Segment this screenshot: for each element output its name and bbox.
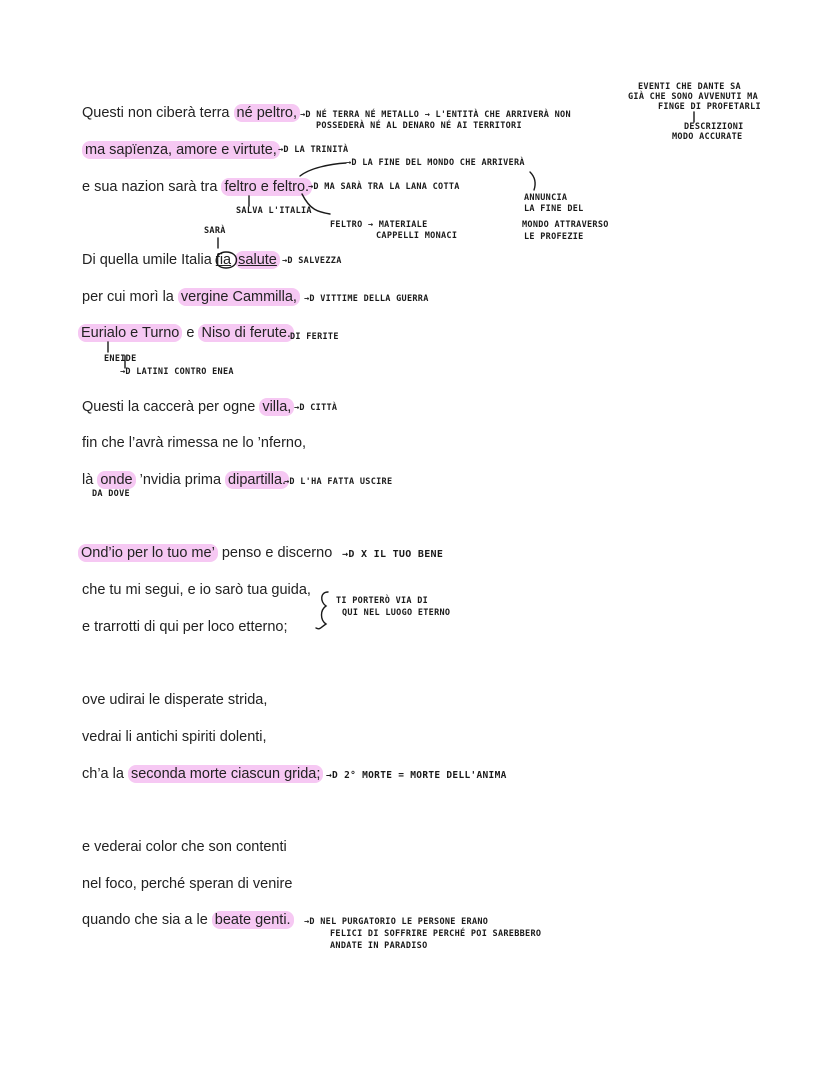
note-beate: ANDATE IN PARADISO	[330, 941, 428, 951]
arrow-icon: →D	[304, 917, 315, 927]
arrow-icon: →D	[278, 145, 289, 155]
arrow-icon: →D	[120, 367, 131, 377]
verse-line: fin che l’avrà rimessa ne lo ’nferno,	[82, 435, 307, 451]
highlight: onde	[97, 471, 135, 489]
note-peltro: POSSEDERÀ NÉ AL DENARO NÉ AI TERRITORI	[316, 121, 522, 131]
verse-line: vedrai li antichi spiriti dolenti,	[82, 729, 267, 745]
note-salvezza: →D SALVEZZA	[282, 256, 342, 266]
verse-line: e vederai color che son contenti	[82, 839, 287, 855]
note-sara: SARÀ	[204, 226, 226, 236]
highlight: beate genti.	[212, 911, 294, 929]
verse-line: e trarrotti di qui per loco etterno;	[82, 619, 288, 635]
highlight: Ond’io per lo tuo me’	[78, 544, 218, 562]
note-citta: →D CITTÀ	[294, 403, 338, 413]
note-latini: →D LATINI CONTRO ENEA	[120, 367, 234, 377]
highlight: villa,	[259, 398, 294, 416]
highlight: dipartilla.	[225, 471, 289, 489]
note-beate: FELICI DI SOFFRIRE PERCHÉ POI SAREBBERO	[330, 929, 542, 939]
note-feltro-materiale: FELTRO → MATERIALE	[330, 220, 428, 230]
arrow-icon: →D	[300, 110, 311, 120]
verse-line: Ond’io per lo tuo me’ penso e discerno	[78, 543, 332, 563]
note-annuncia: LE PROFEZIE	[524, 232, 584, 242]
note-annuncia: ANNUNCIA	[524, 193, 568, 203]
highlight: Eurialo e Turno	[78, 324, 182, 342]
note-top-right: GIÀ CHE SONO AVVENUTI MA	[628, 92, 759, 102]
verse-line: Questi non ciberà terra né peltro,	[82, 103, 300, 123]
note-feltro-materiale: CAPPELLI MONACI	[376, 231, 458, 241]
note-top-right: EVENTI CHE DANTE SA	[638, 82, 741, 92]
note-top-right: DESCRIZIONI	[684, 122, 744, 132]
verse-line: nel foco, perché speran di venire	[82, 876, 293, 892]
note-top-right: MODO ACCURATE	[672, 132, 743, 142]
note-peltro: →D NÉ TERRA NÉ METALLO → L'ENTITÀ CHE ARRIVERÀ NON	[300, 110, 571, 120]
arrow-icon: →D	[282, 256, 293, 266]
arrow-icon: →D	[346, 158, 357, 168]
highlight: né peltro,	[234, 104, 300, 122]
stroke-line	[300, 163, 346, 176]
note-eneide: ENEIDE	[104, 354, 137, 364]
arrow-icon: →D	[342, 549, 355, 560]
note-vittime: →D VITTIME DELLA GUERRA	[304, 294, 429, 304]
highlight: seconda morte ciascun grida;	[128, 765, 323, 783]
note-uscire: →D L'HA FATTA USCIRE	[284, 477, 393, 487]
note-seconda-morte: →D 2° MORTE = MORTE DELL'ANIMA	[326, 770, 507, 781]
underlined-word: salute	[235, 251, 280, 269]
note-salva-italia: SALVA L'ITALIA	[236, 206, 312, 216]
note-beate: →D NEL PURGATORIO LE PERSONE ERANO	[304, 917, 489, 927]
arrow-icon: →D	[308, 182, 319, 192]
note-annuncia: LA FINE DEL	[524, 204, 584, 214]
verse-line: Eurialo e Turno e Niso di ferute.	[78, 323, 294, 343]
circled-word: fia	[215, 252, 232, 268]
note-virtute: →D LA TRINITÀ	[278, 145, 349, 155]
verse-line: ove udirai le disperate strida,	[82, 692, 268, 708]
highlight: ma sapïenza, amore e virtute,	[82, 141, 280, 159]
note-tuo-bene: →D X IL TUO BENE	[342, 549, 444, 560]
verse-line: ch’a la seconda morte ciascun grida;	[82, 764, 323, 784]
highlight: Niso di ferute.	[198, 324, 293, 342]
arrow-icon: →D	[326, 770, 339, 781]
verse-line: che tu mi segui, e io sarò tua guida,	[82, 582, 311, 598]
verse-line: Questi la caccerà per ogne villa,	[82, 397, 294, 417]
note-di-ferite: DI FERITE	[290, 332, 339, 342]
note-fine-mondo: →D LA FINE DEL MONDO CHE ARRIVERÀ	[346, 158, 525, 168]
note-portero: TI PORTERÒ VIA DI	[336, 596, 429, 606]
note-annuncia: MONDO ATTRAVERSO	[522, 220, 609, 230]
arrow-icon: →D	[304, 294, 315, 304]
verse-line: là onde ’nvidia prima dipartilla.	[82, 470, 289, 490]
verse-line	[82, 140, 280, 160]
stroke-line	[530, 172, 535, 190]
note-da-dove: DA DOVE	[92, 489, 130, 499]
verse-line: quando che sia a le beate genti.	[82, 910, 294, 930]
brace-mark	[316, 592, 328, 629]
arrow-icon: →D	[294, 403, 305, 413]
highlight: vergine Cammilla,	[178, 288, 300, 306]
verse-line: e sua nazion sarà tra feltro e feltro.	[82, 177, 312, 197]
verse-line: Di quella umile Italia fia salute	[82, 250, 280, 270]
note-top-right: FINGE DI PROFETARLI	[658, 102, 761, 112]
arrow-icon: →D	[284, 477, 295, 487]
highlight: feltro e feltro.	[221, 178, 312, 196]
verse-line: per cui morì la vergine Cammilla,	[82, 287, 300, 307]
note-feltro: →D MA SARÀ TRA LA LANA COTTA	[308, 182, 460, 192]
note-portero: QUI NEL LUOGO ETERNO	[342, 608, 451, 618]
